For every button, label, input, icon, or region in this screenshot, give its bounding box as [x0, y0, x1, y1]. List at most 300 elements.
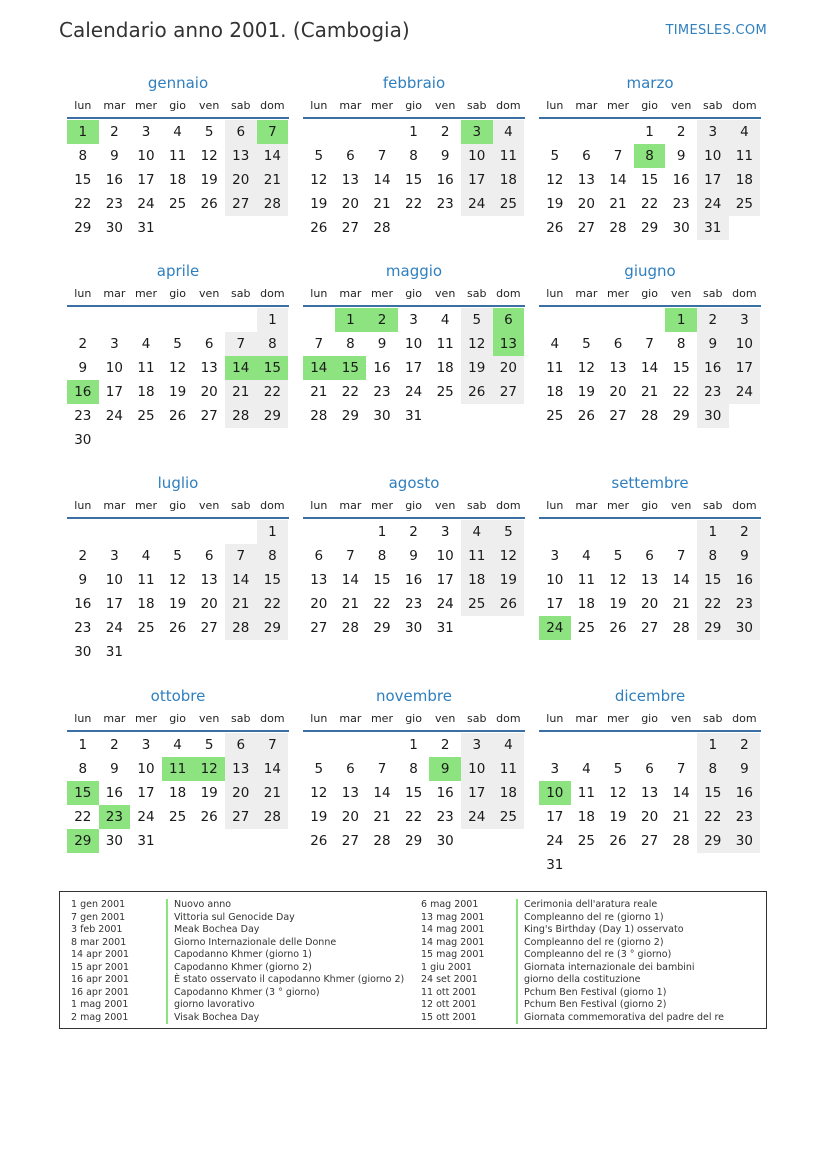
weekday-label: dom [496, 99, 521, 112]
day-cell: 11 [137, 572, 155, 588]
holiday-name: Capodanno Khmer (giorno 1) [166, 949, 312, 962]
day-cell: 4 [493, 733, 525, 757]
day-cell: 14 [640, 360, 659, 376]
holiday-date: 13 mag 2001 [421, 911, 485, 923]
day-cell: 15 [640, 172, 659, 188]
day-cell: 20 [310, 596, 328, 612]
day-cell: 9 [78, 572, 88, 588]
day-cell: 27 [310, 620, 328, 636]
day-cell: 7 [676, 761, 686, 777]
day-cell: 2 [729, 520, 761, 544]
day-cell: 29 [373, 620, 391, 636]
weekday-label: sab [703, 499, 723, 512]
day-cell: 7 [314, 336, 324, 352]
empty-cell [225, 308, 257, 332]
holiday-date: 15 ott 2001 [421, 1011, 477, 1023]
day-cell: 1 [409, 124, 418, 140]
page-title: Calendario anno 2001. (Cambogia) [59, 18, 410, 42]
day-cell: 11 [577, 572, 595, 588]
holiday-name: Giornata internazionale dei bambini [516, 962, 695, 975]
empty-cell [303, 520, 335, 544]
holiday-date: 3 feb 2001 [71, 924, 123, 935]
day-cell: 28 [310, 408, 328, 424]
weekday-label: dom [260, 712, 285, 725]
holiday-date: 16 apr 2001 [71, 986, 130, 998]
weekday-label: mar [339, 99, 362, 112]
day-cell: 15 [74, 172, 92, 188]
day-cell: 7 [377, 148, 387, 164]
month-name: maggio [385, 262, 443, 280]
day-cell: 10 [404, 336, 423, 352]
day-cell: 26 [609, 833, 627, 849]
empty-cell [303, 120, 335, 144]
day-cell: 10 [105, 360, 123, 376]
day-cell: 24 [461, 805, 493, 829]
day-cell: 19 [200, 785, 218, 801]
day-cell: 20 [609, 384, 627, 400]
day-cell: 5 [613, 761, 623, 777]
day-cell: 31 [697, 216, 729, 240]
day-cell: 19 [577, 384, 595, 400]
day-cell: 13 [341, 172, 359, 188]
day-cell: 29 [697, 829, 729, 853]
empty-cell [539, 308, 571, 332]
day-cell: 26 [168, 408, 187, 424]
day-cell: 30 [373, 408, 391, 424]
day-cell: 7 [645, 336, 654, 352]
weekday-label: ven [199, 287, 220, 300]
weekday-label: mer [370, 712, 393, 725]
day-cell: 8 [409, 148, 418, 164]
day-cell: 26 [461, 380, 493, 404]
day-cell: 12 [461, 332, 493, 356]
day-grid [67, 733, 289, 853]
weekday-label: ven [671, 712, 692, 725]
day-cell: 20 [341, 809, 359, 825]
month-name: giugno [624, 262, 676, 280]
month-name: ottobre [150, 687, 206, 705]
day-cell: 1 [377, 524, 387, 540]
weekday-label: ven [671, 287, 692, 300]
weekday-label: mar [339, 287, 362, 300]
weekday-label: lun [546, 287, 564, 300]
holiday-name: Capodanno Khmer (giorno 2) [166, 962, 312, 975]
empty-cell [162, 308, 194, 332]
weekday-label: dom [496, 287, 521, 300]
weekday-label: mar [103, 99, 126, 112]
empty-cell [571, 308, 603, 332]
day-cell: 18 [461, 568, 493, 592]
day-cell: 14 [341, 572, 359, 588]
holiday-day-cell: 15 [67, 781, 99, 805]
weekday-label: gio [169, 99, 186, 112]
weekday-label: lun [546, 712, 564, 725]
day-cell: 31 [137, 833, 155, 849]
month-name: aprile [156, 262, 200, 280]
day-cell: 22 [74, 196, 92, 212]
day-cell: 21 [310, 384, 328, 400]
day-cell: 22 [257, 592, 289, 616]
weekday-label: lun [74, 287, 92, 300]
day-cell: 4 [493, 120, 525, 144]
weekday-header [67, 94, 289, 119]
weekday-header [539, 494, 761, 519]
day-cell: 29 [257, 404, 289, 428]
day-cell: 27 [225, 805, 257, 829]
holiday-date: 24 set 2001 [421, 974, 478, 985]
day-cell: 16 [436, 172, 454, 188]
day-cell: 6 [346, 761, 355, 777]
day-grid [539, 520, 761, 640]
day-cell: 25 [168, 196, 187, 212]
day-cell: 9 [78, 360, 88, 376]
month-name: febbraio [382, 74, 446, 92]
day-cell: 16 [105, 172, 123, 188]
weekday-label: lun [546, 99, 564, 112]
holiday-day-cell: 1 [665, 308, 697, 332]
day-cell: 3 [110, 336, 119, 352]
day-cell: 7 [377, 761, 387, 777]
month-name: marzo [626, 74, 674, 92]
day-cell: 5 [493, 520, 525, 544]
day-cell: 2 [440, 737, 450, 753]
day-cell: 28 [373, 220, 391, 236]
holiday-name: Compleanno del re (giorno 2) [516, 937, 664, 950]
day-cell: 24 [461, 192, 493, 216]
day-cell: 3 [697, 120, 729, 144]
empty-cell [130, 308, 162, 332]
day-cell: 19 [310, 196, 328, 212]
day-cell: 5 [613, 548, 623, 564]
day-cell: 2 [78, 548, 88, 564]
holiday-day-cell: 14 [303, 356, 335, 380]
day-cell: 11 [461, 544, 493, 568]
weekday-label: gio [405, 712, 422, 725]
weekday-label: mar [575, 287, 598, 300]
holiday-list [59, 891, 767, 1029]
holiday-date: 14 apr 2001 [71, 949, 130, 960]
empty-cell [193, 308, 225, 332]
day-cell: 10 [546, 572, 564, 588]
weekday-header [303, 94, 525, 119]
holiday-name: È stato osservato il capodanno Khmer (giorno 2) [166, 974, 404, 987]
day-cell: 25 [168, 809, 187, 825]
day-cell: 4 [582, 548, 591, 564]
day-cell: 15 [697, 568, 729, 592]
day-cell: 1 [645, 124, 654, 140]
day-cell: 30 [697, 404, 729, 428]
weekday-label: gio [405, 287, 422, 300]
day-cell: 22 [404, 809, 423, 825]
day-cell: 17 [404, 360, 423, 376]
day-cell: 3 [409, 312, 418, 328]
day-cell: 26 [200, 196, 218, 212]
day-cell: 31 [404, 408, 423, 424]
day-cell: 18 [137, 596, 155, 612]
empty-cell [67, 520, 99, 544]
weekday-label: mar [103, 287, 126, 300]
day-cell: 21 [640, 384, 659, 400]
holiday-day-cell: 15 [257, 356, 289, 380]
day-cell: 23 [729, 592, 761, 616]
day-cell: 28 [672, 620, 690, 636]
weekday-label: mar [575, 99, 598, 112]
holiday-day-cell: 15 [335, 356, 367, 380]
day-cell: 22 [373, 596, 391, 612]
month-febbraio [303, 72, 525, 240]
day-grid [67, 308, 289, 452]
empty-cell [366, 120, 398, 144]
weekday-label: sab [703, 287, 723, 300]
empty-cell [539, 120, 571, 144]
day-grid [303, 733, 525, 853]
day-cell: 18 [137, 384, 155, 400]
day-cell: 20 [640, 596, 659, 612]
day-cell: 1 [697, 520, 729, 544]
day-cell: 16 [105, 785, 123, 801]
day-cell: 17 [436, 572, 454, 588]
day-cell: 15 [697, 781, 729, 805]
day-cell: 11 [493, 144, 525, 168]
weekday-label: gio [169, 712, 186, 725]
month-name: settembre [611, 474, 689, 492]
day-cell: 14 [672, 785, 690, 801]
day-cell: 13 [200, 572, 218, 588]
day-cell: 24 [105, 620, 123, 636]
day-cell: 8 [697, 544, 729, 568]
day-cell: 27 [577, 220, 595, 236]
weekday-label: mer [370, 287, 393, 300]
day-cell: 8 [409, 761, 418, 777]
day-cell: 4 [461, 520, 493, 544]
holiday-day-cell: 14 [225, 356, 257, 380]
day-cell: 23 [729, 805, 761, 829]
day-cell: 22 [341, 384, 359, 400]
day-cell: 21 [341, 596, 359, 612]
day-cell: 28 [373, 833, 391, 849]
day-cell: 19 [461, 356, 493, 380]
weekday-label: lun [310, 287, 328, 300]
day-cell: 29 [74, 220, 92, 236]
day-cell: 21 [225, 380, 257, 404]
empty-cell [665, 520, 697, 544]
weekday-label: sab [231, 287, 251, 300]
holiday-date: 12 ott 2001 [421, 999, 477, 1010]
day-cell: 25 [577, 833, 595, 849]
empty-cell [539, 520, 571, 544]
day-cell: 13 [200, 360, 218, 376]
day-cell: 24 [729, 380, 761, 404]
day-cell: 28 [341, 620, 359, 636]
day-cell: 29 [257, 616, 289, 640]
day-cell: 9 [110, 761, 119, 777]
day-cell: 17 [546, 809, 564, 825]
brand-link[interactable]: TIMESLES.COM [665, 23, 767, 38]
day-cell: 30 [105, 833, 123, 849]
day-cell: 25 [493, 805, 525, 829]
day-cell: 13 [225, 757, 257, 781]
empty-cell [366, 733, 398, 757]
day-cell: 21 [225, 592, 257, 616]
day-cell: 20 [200, 384, 218, 400]
day-cell: 3 [110, 548, 119, 564]
empty-cell [335, 733, 367, 757]
day-cell: 5 [173, 548, 182, 564]
day-cell: 20 [341, 196, 359, 212]
day-cell: 12 [310, 172, 328, 188]
day-cell: 13 [310, 572, 328, 588]
day-cell: 10 [436, 548, 454, 564]
day-cell: 2 [409, 524, 418, 540]
day-cell: 28 [640, 408, 659, 424]
month-name: gennaio [147, 74, 209, 92]
weekday-label: mer [606, 712, 629, 725]
day-grid [67, 520, 289, 664]
holiday-date: 6 mag 2001 [421, 899, 479, 910]
day-cell: 29 [697, 616, 729, 640]
day-cell: 25 [436, 384, 454, 400]
day-cell: 27 [341, 833, 359, 849]
day-cell: 27 [225, 192, 257, 216]
empty-cell [602, 308, 634, 332]
empty-cell [602, 733, 634, 757]
day-cell: 14 [257, 144, 289, 168]
month-name: dicembre [614, 687, 686, 705]
weekday-label: sab [703, 712, 723, 725]
day-cell: 19 [168, 596, 187, 612]
day-cell: 26 [577, 408, 595, 424]
day-cell: 10 [729, 332, 761, 356]
day-cell: 6 [204, 548, 214, 564]
day-cell: 28 [257, 805, 289, 829]
month-name: agosto [388, 474, 440, 492]
day-grid [303, 120, 525, 240]
empty-cell [225, 520, 257, 544]
day-cell: 18 [436, 360, 454, 376]
day-cell: 18 [546, 384, 564, 400]
day-cell: 21 [373, 196, 391, 212]
day-cell: 7 [676, 548, 686, 564]
day-cell: 22 [697, 592, 729, 616]
day-cell: 20 [493, 356, 525, 380]
day-cell: 18 [729, 168, 761, 192]
day-cell: 9 [110, 148, 119, 164]
day-cell: 30 [729, 616, 761, 640]
day-cell: 10 [137, 761, 155, 777]
weekday-label: mar [575, 499, 598, 512]
holiday-day-cell: 29 [67, 829, 99, 853]
day-cell: 12 [200, 148, 218, 164]
day-cell: 28 [257, 192, 289, 216]
weekday-header [539, 282, 761, 307]
weekday-label: mar [103, 499, 126, 512]
day-cell: 15 [373, 572, 391, 588]
day-cell: 30 [436, 833, 454, 849]
day-cell: 25 [546, 408, 564, 424]
day-cell: 6 [314, 548, 324, 564]
weekday-header [67, 707, 289, 732]
day-cell: 10 [697, 144, 729, 168]
holiday-date: 1 mag 2001 [71, 999, 129, 1010]
weekday-label: sab [467, 712, 487, 725]
day-cell: 4 [141, 336, 151, 352]
day-cell: 17 [546, 596, 564, 612]
weekday-label: mer [370, 99, 393, 112]
day-cell: 29 [404, 833, 423, 849]
month-novembre [303, 685, 525, 853]
day-cell: 4 [440, 312, 450, 328]
day-cell: 23 [436, 196, 454, 212]
empty-cell [602, 120, 634, 144]
holiday-day-cell: 7 [257, 120, 289, 144]
day-grid [539, 733, 761, 877]
day-cell: 22 [672, 384, 690, 400]
day-cell: 8 [257, 544, 289, 568]
weekday-label: mer [134, 99, 157, 112]
weekday-header [67, 282, 289, 307]
day-cell: 17 [137, 785, 155, 801]
weekday-header [303, 282, 525, 307]
holiday-day-cell: 16 [67, 380, 99, 404]
day-cell: 22 [697, 805, 729, 829]
day-cell: 20 [200, 596, 218, 612]
weekday-label: sab [703, 99, 723, 112]
day-cell: 10 [105, 572, 123, 588]
holiday-day-cell: 6 [493, 308, 525, 332]
day-cell: 27 [640, 620, 659, 636]
empty-cell [634, 520, 666, 544]
holiday-day-cell: 13 [493, 332, 525, 356]
day-cell: 15 [404, 172, 423, 188]
day-cell: 31 [546, 857, 564, 873]
day-cell: 16 [74, 596, 92, 612]
weekday-label: ven [435, 99, 456, 112]
day-cell: 18 [493, 781, 525, 805]
day-cell: 22 [74, 809, 92, 825]
day-cell: 7 [225, 332, 257, 356]
holiday-date: 8 mar 2001 [71, 936, 127, 948]
day-cell: 1 [257, 308, 289, 332]
day-cell: 4 [173, 737, 182, 753]
day-cell: 7 [257, 733, 289, 757]
holiday-day-cell: 10 [539, 781, 571, 805]
holiday-day-cell: 3 [461, 120, 493, 144]
holiday-day-cell: 1 [67, 120, 99, 144]
day-cell: 14 [225, 568, 257, 592]
day-cell: 31 [137, 220, 155, 236]
day-cell: 13 [225, 144, 257, 168]
month-dicembre [539, 685, 761, 877]
day-cell: 15 [257, 568, 289, 592]
day-cell: 10 [461, 757, 493, 781]
day-cell: 6 [613, 336, 623, 352]
weekday-label: mer [606, 499, 629, 512]
holiday-day-cell: 11 [162, 757, 194, 781]
weekday-header [67, 494, 289, 519]
day-cell: 30 [74, 432, 92, 448]
month-giugno [539, 260, 761, 428]
holiday-name: giorno lavorativo [166, 999, 255, 1012]
month-maggio [303, 260, 525, 428]
day-cell: 13 [341, 785, 359, 801]
day-grid [303, 520, 525, 640]
empty-cell [303, 308, 335, 332]
day-cell: 12 [493, 544, 525, 568]
day-cell: 8 [377, 548, 387, 564]
weekday-label: lun [310, 499, 328, 512]
day-cell: 29 [341, 408, 359, 424]
empty-cell [602, 520, 634, 544]
